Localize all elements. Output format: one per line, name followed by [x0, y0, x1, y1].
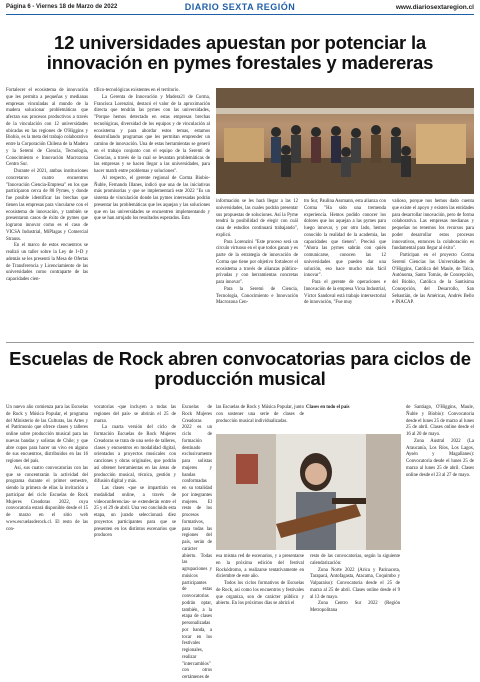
article2-column-4: resto de las convocatorias, según la siguiente calendarización: Zona Norte 2022 (Arica y Parinacota, Tarapacá, Antofagasta, Atacama, Coquimbo y Valparaíso): Convocatoria desde el 25 de marzo al 25 de abril. Clases online desde el 9 al 13 de mayo. Zona Centro Sur 2022 (Región Metropolitana	[310, 554, 400, 613]
website-link[interactable]: www.diariosextaregion.cl	[395, 4, 474, 11]
page-header	[6, 3, 474, 15]
article2-column-2: vocatorias -que incluyen a todas las regiones del país- se abrirán el 25 de marzo. La cuarta versión del ciclo de formación Escuelas de Rock Mujeres Creadoras se trata de una serie de talleres, clases y encuentros en modalidad digital, orientados a proyectos musicales con canciones y obras originales, que podrán así obtener herramientas en las áreas de producción musical, técnica, gestión y difusión digital y más. Las clases -que se impartirán en modalidad online, a través de videoconferencias- se extenderán entre el 25 y el 29 de abril. Una vez concluido esta etapa, un jurado seleccionará diez proyectos participantes para que se presenten en los distintos escenarios que producen	[94, 405, 176, 539]
article2-column-1: Un nuevo año comienza para las Escuelas de Rock y Música Popular, el programa del Ministerio de las Culturas, las Artes y el Patrimonio que ofrece clases y talleres online sobre producción musical para las nuevas bandas y solistas de Chile; y que abre cupos para hacer un vivo en alguno de sus encuentros, distribuidos en las 16 regiones del país. Así, sus cuatro convocatorias con las que se concentrarán la actividad del programa durante el primer semestre, siendo la primera de ellas la invitación a participar del ciclo Escuelas de Rock Mujeres Creadoras 2022, cuya convocatoria estará disponible desde el 15 de marzo en el sitio web www.escuelasderock.cl. El resto de las con-	[6, 405, 88, 532]
musician-photo-icon	[216, 434, 401, 550]
article2-photo	[216, 434, 401, 550]
article1-column-4: tro Sur, Paulina Assmann, esta alianza con Corma "Ha sido una tremenda experiencia. Hemos podido conocer los dolores que los aquejan a las pymes para luego innovar, y por otro lado, hemos conocido la realidad de la academia, las capacidades que tienen". Precisó que "Ahora las pymes sabrán con quién comunicarse, conocen las 12 universidades que pueden dar una solución, eso hace mucho más fácil innovar". Para el gerente de operaciones e Innovación de la empresa Vicsa Industrial, Víctor Sandoval está trabajo intersectorial de innovación, "Fue muy	[304, 199, 386, 306]
article2-column-3b: esa misma red de escenarios, y a presentarse en la próxima edición del festival Rockódromo, a realizarse tentativamente en diciembre de este año. Todos los ciclos formativos de Escuelas de Rock, así como los encuentros y festivales que organiza, son de carácter público y abierto. En los próximos días se abrirá el	[216, 554, 304, 607]
page-date: Página 6 - Viernes 18 de Marzo de 2022	[6, 4, 118, 10]
masthead: DIARIO SEXTA REGIÓN	[184, 2, 296, 12]
article2-column-5: de Santiago, O'Higgins, Maule, Ñuble y Biobío): Convocatoria desde el lunes 25 de marzo al lunes 25 de abril. Clases online desde el 16 al 20 de mayo. Zona Austral 2022 (La Araucanía, Los Ríos, Los Lagos, Aysén y Magallanes): Convocatoria desde el lunes 25 de marzo al lunes 25 de abril. Clases online desde el 23 al 27 de mayo.	[406, 405, 474, 478]
article1-column-5: valioso, porque nos hemos dado cuenta que existe el apoyo y existen las entidades para desarrollar innovación, pero de forma colaborativa. Las empresas medianas y pequeñas no tenemos los recursos para poder desarrollar estos procesos innovativos, entonces la colaboración es fundamental para llegar al éxito". Participan en el proyecto Corma Seremi Ciencias las Universidades de O'Higgins, Católica del Maule, de Talca, Autónoma, Santo Tomás, de Concepción, del Biobío, Católica de la Santísima Concepción, del Desarrollo, San Sebastián, de las Américas, Andrés Bello e INACAP.	[392, 199, 474, 306]
article1-column-2: tífico-tecnológicas existentes en el territorio. La Gerenta de Innovación y Madera21 de Corma, Francisca Lorenzini, destacó el valor de la aproximación directa que tendrán las pymes con las universidades, "Porque hemos detectado en estas empresas brechas tecnológicas, diversidad de los equipos y de vinculación al ecosistema y para abordar estos temas, estamos desarrollando programas que les permitan emprender un camino de innovación. Una de estas herramientas se generó en el trabajo conjunto con el equipo de la Seremi de Ciencias, a través de la cual se levantan problemáticas de las empresas y se hacen llegar a las universidades, para hacer match entre problemas y soluciones". Al respecto, el gerente regional de Corma Biobío-Ñuble, Fernando Illanes, indicó que una de las iniciativas más promisorias y que se implementará este 2022 "Es un sistema de vinculación donde las pymes interesadas podrán presentar las problemáticas que les aquejan y las soluciones que en las universidades se encuentren implementando y que se han arrojado los resultados esperados. Esta	[94, 88, 210, 222]
article2-column-3-cont: Clases en todo el país	[306, 405, 350, 410]
article1-column-1: Fortalecer el ecosistema de innovación que les permita a pequeñas y medianas empresas vinculadas al mundo de la madera solucionar problemáticas que afectan sus procesos productivos a través de la vinculación con 12 universidades ubicadas en las regiones de O'Higgins y Biobío, es la meta del trabajo colaborativo entre la Corporación Chilena de la Madera y la Seremi de Ciencia, Tecnología, Conocimiento e Innovación Macrozona Centro Sur. Durante el 2021, ambas instituciones concretaron cuatro encuentros "Innovación Ciencia-Empresa" en los que participaron cerca de 80 Pymes, y donde fue posible identificar las brechas que tienen las empresas para vincularse con el ecosistema de innovación, y también se presentaron casos de éxito de pymes que lograron innovar como es el caso de VICSA Industrial, MiPlagas y Comercial Strauss. En el marco de estos encuentros se realizó un taller sobre la Ley de I+D y además se les presentó la Mesa de Ofertas de Transferencia y Licenciamiento de las universidades como contraparte de las capacidades cien-	[6, 88, 88, 282]
article1-column-3: información se les hará llegar a las 12 universidades, las cuales podrán presentar sus propuestas de soluciones. Así la Pyme tendrá la posibilidad de elegir con cuál casa de estudios continuará trabajando", explicó. Para Lorenzini "Este proceso será un círculo virtuoso en el que todos ganan y es parte de la estrategia de innovación de Corma que tiene por objetivo fortalecer el ecosistema a través de alianzas público-privadas y con herramientas concretas para innovar". Para la Seremi de Ciencia, Tecnología, Conocimiento e Innovación Macrozona Cen-	[216, 199, 298, 306]
article1-photo	[216, 88, 474, 194]
section-divider	[6, 342, 474, 343]
article2-column-3: Escuelas de Rock Mujeres Creadoras 2022 es un ciclo de formación destinado exclusivamente para solistas mujeres y bandas conformadas en su totalidad por integrantes mujeres. El resto de los procesos formativos, para todas las regiones del país, serán de carácter abierto. Todas las agrupaciones y músicos participantes de estas convocatorias podrán optar, también, a la etapa de clases personalizadas por banda, a tocar en los festivales regionales, realizar "intercambios" con otros certámenes de	[182, 405, 212, 680]
workshop-photo-icon	[216, 88, 474, 194]
article2-column-3-top: las Escuelas de Rock y Música Popular, junto con sostener una serie de clases de producción musical individualizadas.	[216, 405, 304, 424]
article1-headline: 12 universidades apuestan por potenciar la innovación en pymes forestales y madereras	[46, 32, 434, 73]
article2-headline: Escuelas de Rock abren convocatorias para ciclos de producción musical	[9, 348, 471, 389]
